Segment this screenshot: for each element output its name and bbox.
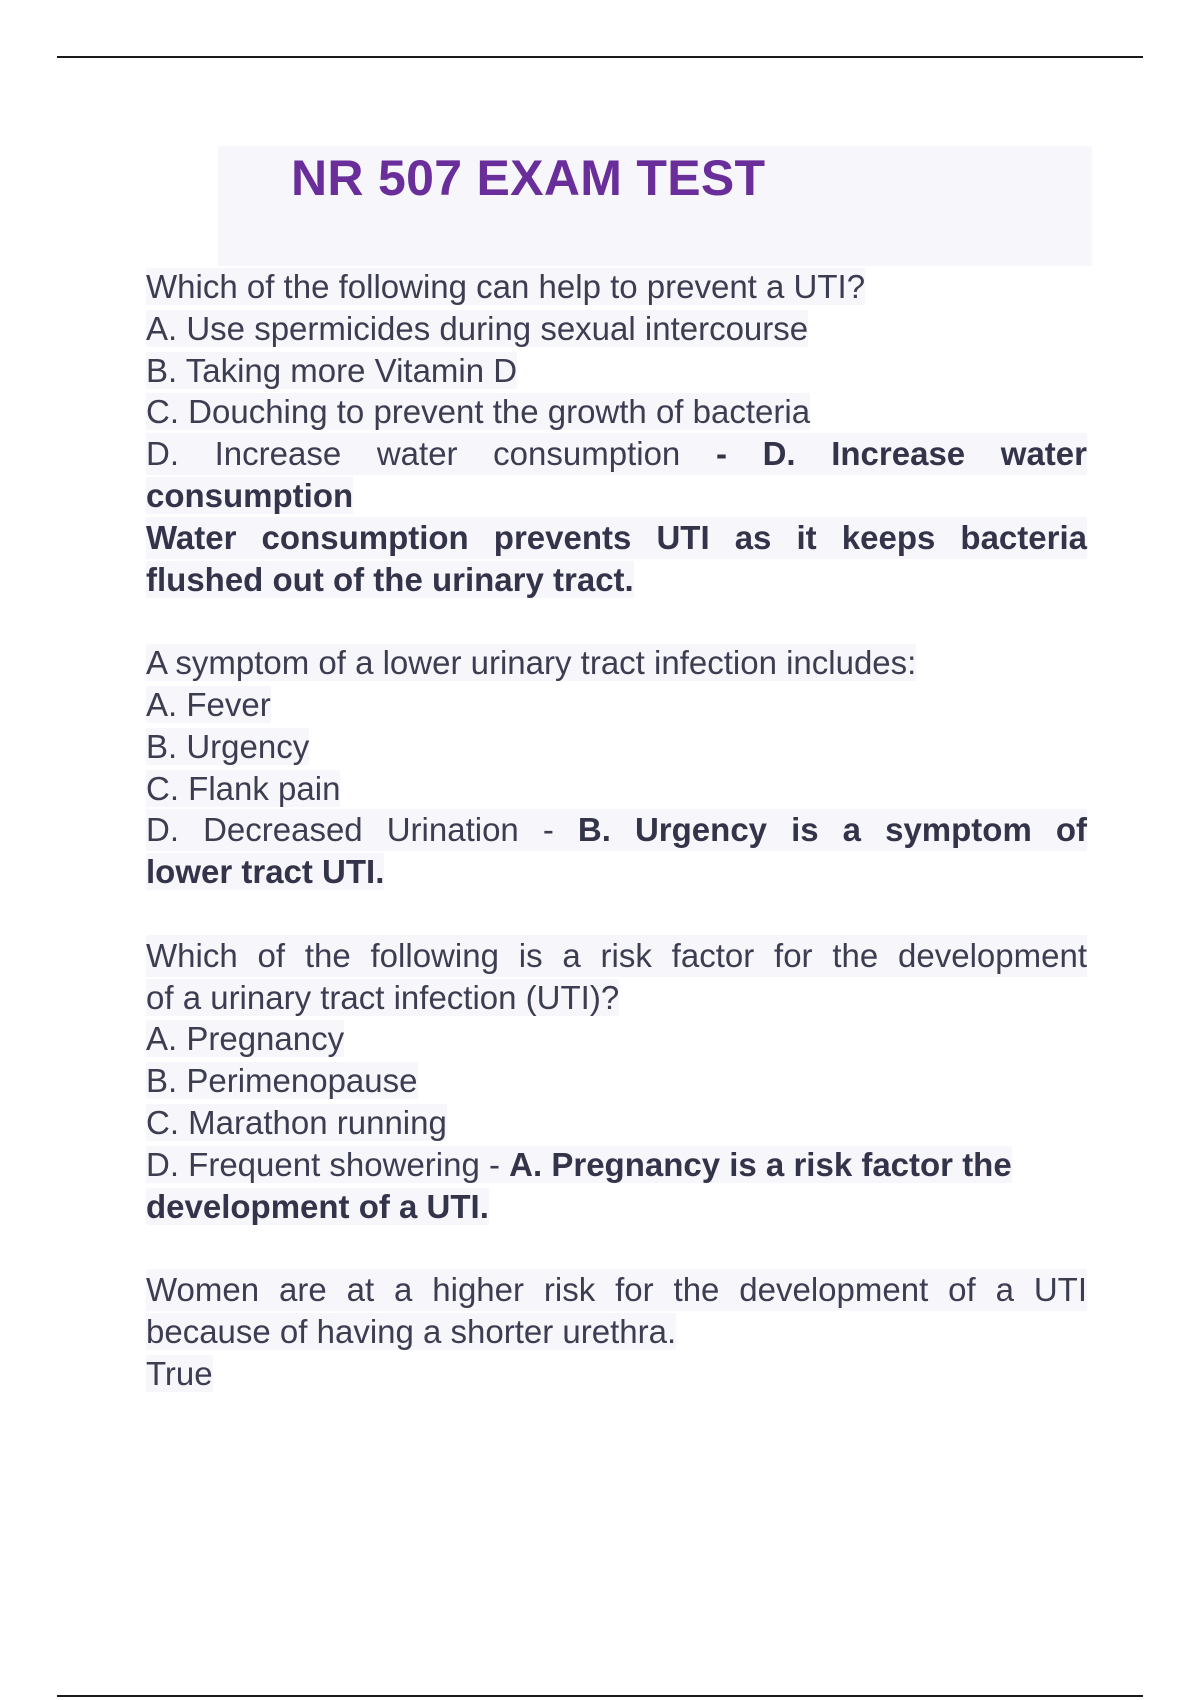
option-a: A. Use spermicides during sexual intercourse [146,309,809,347]
question-text: Which of the following can help to prevent a UTI? [146,268,866,305]
option-b: B. Taking more Vitamin D [146,351,518,389]
option-d: D. Decreased Urination - [146,811,578,849]
statement-answer: True [146,1354,213,1392]
option-c: C. Douching to prevent the growth of bacteria [146,393,811,431]
answer-text: B. Urgency is a symptom of [577,811,1087,849]
bottom-divider [57,1695,1143,1697]
statement-text-continuation: because of having a shorter urethra. [146,1312,677,1350]
answer-continuation: development of a UTI. [146,1187,489,1225]
option-d-with-answer [146,809,1087,851]
answer-continuation: lower tract UTI. [146,853,385,891]
answer-text: A. Pregnancy is a risk factor the [509,1145,1012,1183]
option-d-with-answer [146,1144,1087,1186]
option-a: A. Fever [146,685,271,723]
option-b: B. Perimenopause [146,1062,418,1100]
question-block-3 [146,935,1087,1228]
question-text-continuation: of a urinary tract infection (UTI)? [146,978,620,1016]
answer-separator: - [715,435,763,473]
option-d: D. Frequent showering - [146,1145,510,1183]
document-title: NR 507 EXAM TEST [291,150,766,206]
option-d: D. Increase water consumption [146,435,681,473]
option-c: C. Marathon running [146,1103,447,1141]
statement-text: Women are at a higher risk for the development of a UTI [146,1269,1087,1311]
question-text: A symptom of a lower urinary tract infection includes: [146,644,917,682]
question-block-4 [146,1269,1087,1394]
option-d-with-answer [146,433,1087,475]
option-a: A. Pregnancy [146,1020,345,1058]
rationale: Water consumption prevents UTI as it keeps bacteria [146,517,1087,559]
question-block-1 [146,266,1087,600]
answer-text: D. Increase water [762,435,1087,473]
question-block-2 [146,642,1087,893]
document-body [146,266,1087,1436]
answer-continuation: consumption [146,476,354,514]
rationale-continuation: flushed out of the urinary tract. [146,560,634,598]
option-b: B. Urgency [146,727,310,765]
question-text: Which of the following is a risk factor for the development [146,935,1087,977]
top-divider [57,56,1143,58]
option-c: C. Flank pain [146,769,341,807]
